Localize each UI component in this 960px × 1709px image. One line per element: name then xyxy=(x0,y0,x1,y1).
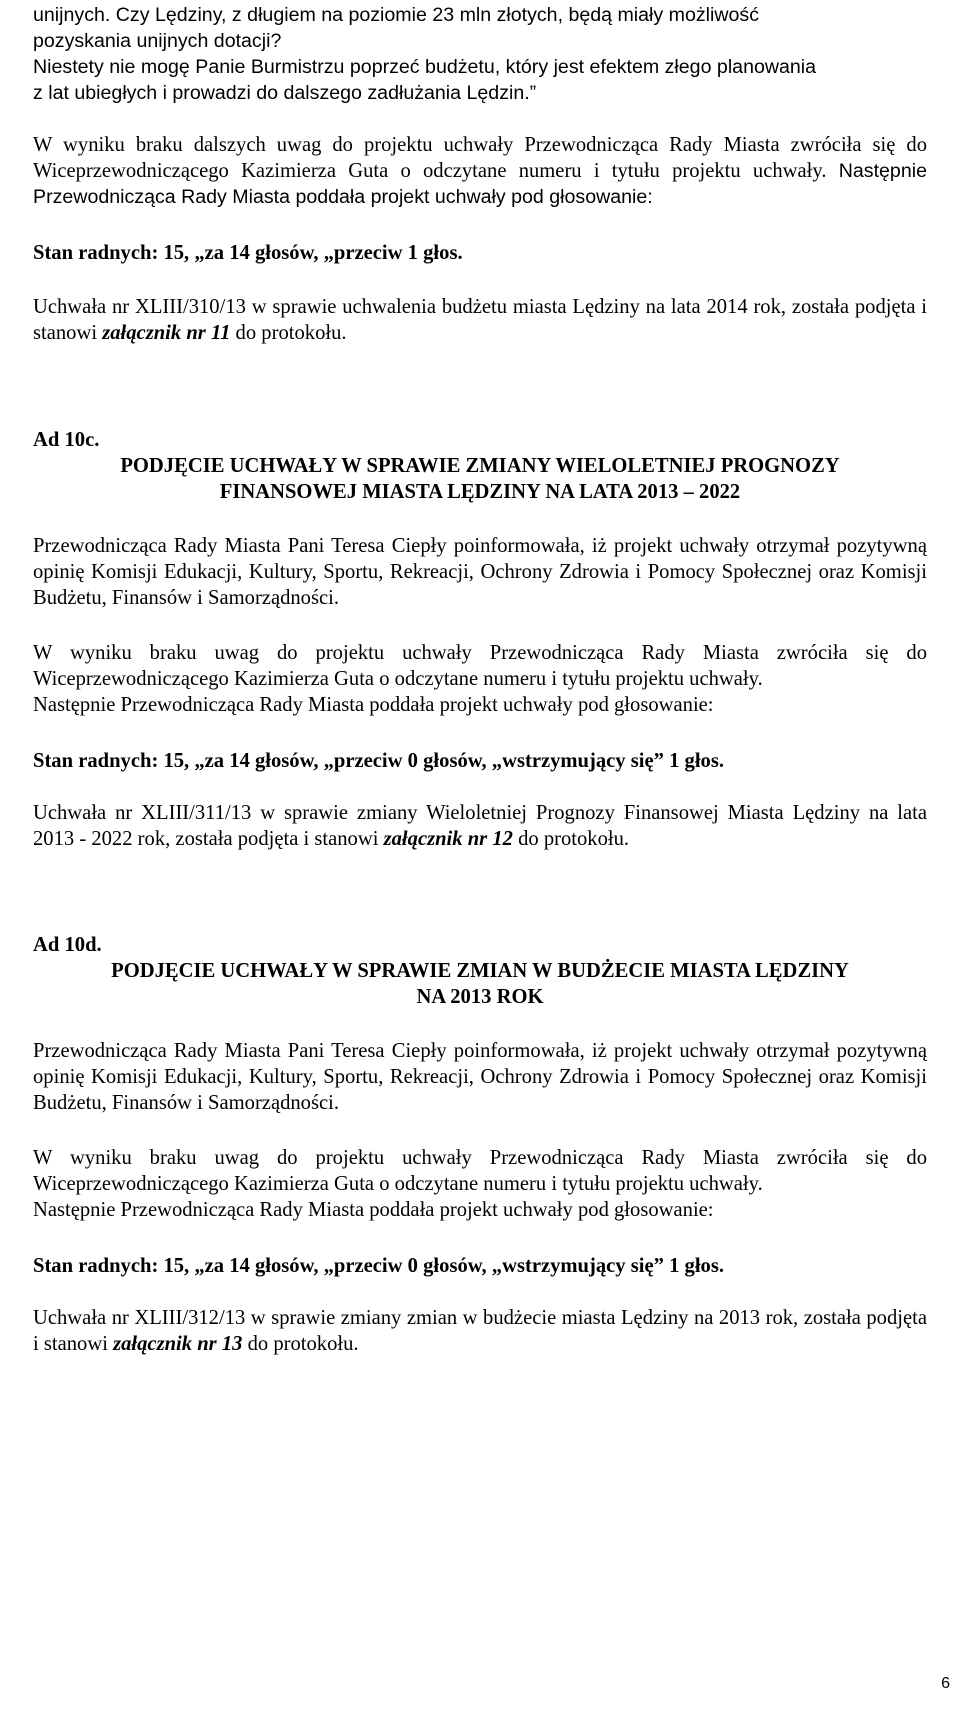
paragraph xyxy=(33,1145,927,1223)
resolution-result xyxy=(33,1305,927,1357)
intro-line: pozyskania unijnych dotacji? xyxy=(33,30,282,52)
paragraph-text xyxy=(33,132,927,210)
result-pre: Uchwała nr XLIII/312/13 w sprawie zmiany zmian w budżecie miasta Lędziny na 2013 rok, została podjęta i stanowi xyxy=(33,1307,927,1355)
paragraph-text: Następnie Przewodnicząca Rady Miasta poddała projekt uchwały pod głosowanie: xyxy=(33,1199,714,1221)
paragraph-text: W wyniku braku uwag do projektu uchwały Przewodnicząca Rady Miasta zwróciła się do Wiceprzewodniczącego Kazimierza Guta o odczytane numeru i tytułu projektu uchwały. xyxy=(33,1147,927,1195)
section-title: FINANSOWEJ MIASTA LĘDZINY NA LATA 2013 – 2022 xyxy=(219,481,741,503)
vote-summary: Stan radnych: 15, „za 14 głosów, „przeciw 0 głosów, „wstrzymujący się” 1 głos. xyxy=(33,1255,724,1277)
result-pre: Uchwała nr XLIII/310/13 w sprawie uchwalenia budżetu miasta Lędziny na lata 2014 rok, została podjęta i stanowi xyxy=(33,296,927,344)
resolution-result xyxy=(33,800,927,852)
vote-summary: Stan radnych: 15, „za 14 głosów, „przeciw 1 głos. xyxy=(33,242,463,264)
section-title: NA 2013 ROK xyxy=(416,986,544,1008)
result-text xyxy=(33,1305,927,1357)
attachment-ref: załącznik nr 11 xyxy=(102,322,231,344)
paragraph-text: Następnie Przewodnicząca Rady Miasta poddała projekt uchwały pod głosowanie: xyxy=(33,694,714,716)
attachment-ref: załącznik nr 12 xyxy=(383,828,513,850)
intro-line: unijnych. Czy Lędziny, z długiem na poziomie 23 mln złotych, będą miały możliwość xyxy=(33,4,760,26)
section-heading: Ad 10d. xyxy=(33,934,102,956)
intro-block xyxy=(33,2,927,106)
result-text xyxy=(33,800,927,852)
result-post: do protokołu. xyxy=(230,322,347,344)
paragraph-span: W wyniku braku dalszych uwag do projektu uchwały Przewodnicząca Rady Miasta zwróciła się do Wiceprzewodniczącego Kazimierza Guta o odczytane numeru i tytułu projektu uchwały. xyxy=(33,134,927,182)
paragraph xyxy=(33,533,927,611)
intro-line: Niestety nie mogę Panie Burmistrzu poprzeć budżetu, który jest efektem złego planowania xyxy=(33,56,817,78)
vote-summary: Stan radnych: 15, „za 14 głosów, „przeciw 0 głosów, „wstrzymujący się” 1 głos. xyxy=(33,750,724,772)
result-text xyxy=(33,294,927,346)
intro-line: z lat ubiegłych i prowadzi do dalszego zadłużania Lędzin.” xyxy=(33,82,537,104)
page-number: 6 xyxy=(941,1675,950,1692)
paragraph-text: Przewodnicząca Rady Miasta Pani Teresa Ciepły poinformowała, iż projekt uchwały otrzymał pozytywną opinię Komisji Edukacji, Kultury, Sportu, Rekreacji, Ochrony Zdrowia i Pomocy Społecznej oraz Komisji Budżetu, Finansów i Samorządności. xyxy=(33,535,927,609)
paragraph-span-sans: Następnie Przewodnicząca Rady Miasta poddała projekt uchwały pod głosowanie: xyxy=(33,160,927,208)
attachment-ref: załącznik nr 13 xyxy=(113,1333,243,1355)
result-pre: Uchwała nr XLIII/311/13 w sprawie zmiany Wieloletniej Prognozy Finansowej Miasta Lędziny na lata 2013 - 2022 rok, została podjęta i stanowi xyxy=(33,802,927,850)
result-post: do protokołu. xyxy=(512,828,630,850)
paragraph-text: W wyniku braku uwag do projektu uchwały Przewodnicząca Rady Miasta zwróciła się do Wiceprzewodniczącego Kazimierza Guta o odczytane numeru i tytułu projektu uchwały. xyxy=(33,642,927,690)
section-a-paragraph xyxy=(33,132,927,210)
section-heading: Ad 10c. xyxy=(33,429,100,451)
paragraph-text: Przewodnicząca Rady Miasta Pani Teresa Ciepły poinformowała, iż projekt uchwały otrzymał pozytywną opinię Komisji Edukacji, Kultury, Sportu, Rekreacji, Ochrony Zdrowia i Pomocy Społecznej oraz Komisji Budżetu, Finansów i Samorządności. xyxy=(33,1040,927,1114)
paragraph xyxy=(33,640,927,718)
section-title: PODJĘCIE UCHWAŁY W SPRAWIE ZMIAN W BUDŻECIE MIASTA LĘDZINY xyxy=(111,960,849,982)
section-title: PODJĘCIE UCHWAŁY W SPRAWIE ZMIANY WIELOLETNIEJ PROGNOZY xyxy=(120,455,840,477)
paragraph xyxy=(33,1038,927,1116)
resolution-result xyxy=(33,294,927,346)
result-post: do protokołu. xyxy=(242,1333,359,1355)
